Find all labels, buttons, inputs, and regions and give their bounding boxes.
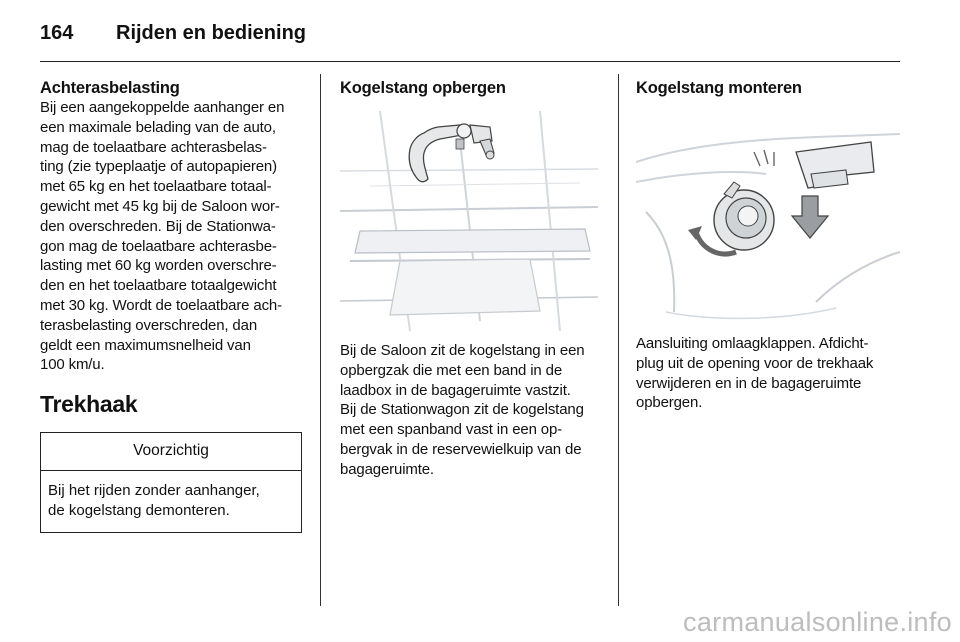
- chapter-title: Rijden en bediening: [116, 22, 307, 44]
- towbar-section-heading: Trekhaak: [40, 391, 138, 418]
- store-ball-bar-caption: Bij de Saloon zit de kogelstang in een opbergzak die met een band in de laadbox in de bagageruimte vastzit. Bij de Stationwagon zit de kogelstang met een spanband vast in een op- bergvak in de reservewielkuip van de bagageruimte.: [340, 342, 585, 478]
- column-1: [40, 78, 302, 533]
- column-2: [340, 78, 608, 480]
- rear-axle-load-text: Bij een aangekoppelde aanhanger en een maximale belading van de auto, mag de toelaatbare achterasbelas- ting (zie typeplaatje of autopapieren) met 65 kg en het toelaatbare totaal- gewicht met 45 kg bij de Saloon wor- den overschreden. Bij de Stationwa- gon mag de toelaatbare achterasbe- lasting met 60 kg worden overschre- den en het toelaatbare totaalgewicht met 30 kg. Wordt de toelaatbare ach- terasbelasting overschreden, dan geldt een maximumsnelheid van 100 km/u.: [40, 99, 285, 374]
- caution-box: [40, 432, 302, 533]
- rear-axle-load-heading: Achterasbelasting: [40, 79, 180, 97]
- header-rule: [40, 61, 900, 62]
- column-3: [636, 78, 902, 413]
- page-number: 164: [40, 22, 74, 44]
- luggage-compartment-illustration: [340, 111, 598, 331]
- column-divider-2: [618, 74, 619, 606]
- column-divider-1: [320, 74, 321, 606]
- store-ball-bar-heading: Kogelstang opbergen: [340, 79, 506, 97]
- caution-text: Bij het rijden zonder aanhanger, de kogelstang demonteren.: [48, 482, 260, 519]
- caution-title: Voorzichtig: [41, 433, 301, 471]
- mount-ball-bar-caption: Aansluiting omlaagklappen. Afdicht- plug uit de opening voor de trekhaak verwijderen en in de bagageruimte opbergen.: [636, 335, 874, 412]
- mount-ball-bar-heading: Kogelstang monteren: [636, 79, 802, 97]
- watermark: carmanualsonline.info: [683, 607, 952, 637]
- socket-illustration: [636, 112, 900, 324]
